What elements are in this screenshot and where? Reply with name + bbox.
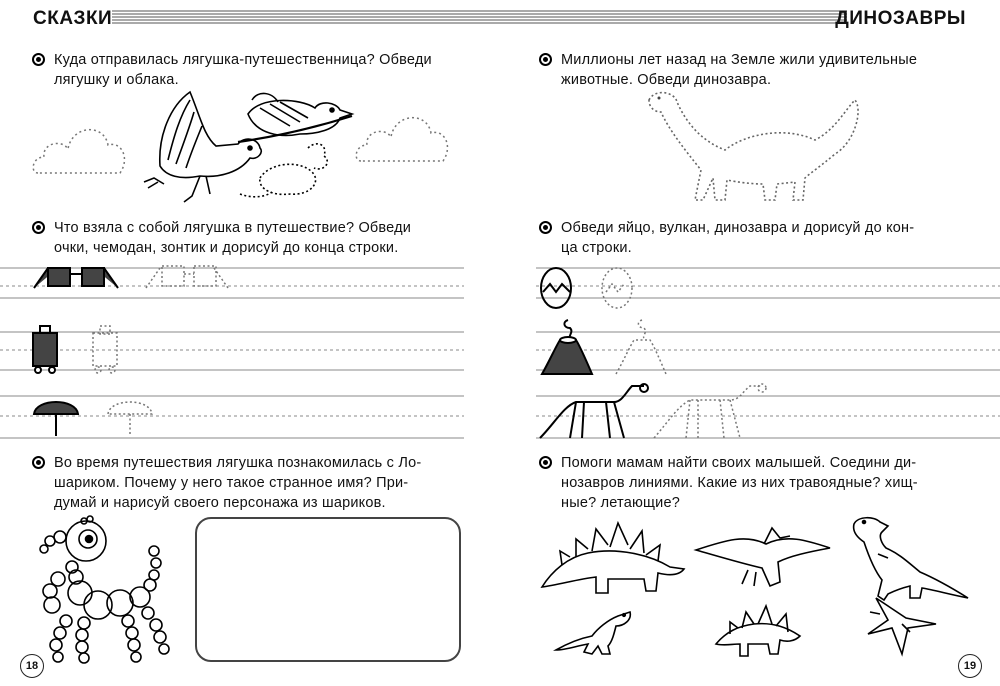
dinosaur-icon (540, 382, 652, 440)
task-line: Обведи яйцо, вулкан, динозавра и дорисуй до кон- (561, 220, 915, 236)
task-line: думай и нарисуй своего персонажа из шариков. (54, 495, 386, 511)
stegosaurus-picture (714, 600, 806, 658)
cloud-icon (32, 115, 128, 177)
right-page-title: ДИНОЗАВРЫ (835, 8, 966, 29)
dinosaur-icon (652, 382, 770, 440)
pterodactyl-picture (696, 522, 832, 590)
bullet-target-icon (539, 221, 552, 234)
ducks-carrying-frog-picture (140, 86, 360, 204)
task-line: ца строки. (561, 240, 632, 256)
pterodactyl-picture (862, 594, 940, 658)
egg-icon (600, 264, 640, 310)
task-line: шариком. Почему у него такое странное имя? При- (54, 475, 409, 491)
loshariki-horse-picture (36, 517, 176, 667)
drawing-area[interactable] (195, 517, 461, 662)
volcano-icon (538, 316, 594, 376)
task-frog-items (54, 218, 462, 258)
task-frog-travel (54, 50, 462, 90)
task-egg-volcano (561, 218, 967, 258)
egg-icon (538, 264, 578, 310)
tyrannosaurus-picture (848, 514, 970, 600)
page-number-right: 19 (958, 654, 982, 678)
glasses-icon (146, 262, 230, 292)
left-page-title: СКАЗКИ (33, 8, 113, 29)
bullet-target-icon (32, 456, 45, 469)
page-number-left: 18 (20, 654, 44, 678)
task-line: ные? летающие? (561, 495, 681, 511)
bullet-target-icon (539, 456, 552, 469)
volcano-icon (612, 316, 668, 376)
task-line: очки, чемодан, зонтик и дорисуй до конца строки. (54, 240, 399, 256)
cloud-icon (355, 105, 450, 165)
task-line: Что взяла с собой лягушка в путешествие? Обведи (54, 220, 412, 236)
glasses-icon (34, 262, 119, 292)
task-dinosaurs-intro (561, 50, 967, 90)
task-line: Во время путешествия лягушка познакомилась с Ло- (54, 455, 422, 471)
task-line: лягушку и облака. (54, 72, 179, 88)
suitcase-icon (30, 324, 62, 374)
brontosaurus-picture (645, 90, 865, 202)
header-rule-left (112, 8, 847, 26)
bullet-target-icon (32, 53, 45, 66)
task-line: Миллионы лет назад на Земле жили удивительные (561, 52, 918, 68)
umbrella-icon (106, 394, 154, 438)
task-moms-babies (561, 453, 967, 513)
umbrella-icon (32, 394, 80, 438)
task-line: животные. Обведи динозавра. (561, 72, 772, 88)
task-line: Куда отправилась лягушка-путешественница? Обведи (54, 52, 432, 68)
task-line: нозавров линиями. Какие из них травоядные? хищ- (561, 475, 918, 491)
stegosaurus-picture (538, 517, 686, 597)
task-loshariki (54, 453, 462, 513)
bullet-target-icon (539, 53, 552, 66)
bullet-target-icon (32, 221, 45, 234)
task-line: Помоги мамам найти своих малышей. Соедини ди- (561, 455, 917, 471)
suitcase-icon (90, 324, 122, 374)
tyrannosaurus-picture (552, 606, 634, 656)
